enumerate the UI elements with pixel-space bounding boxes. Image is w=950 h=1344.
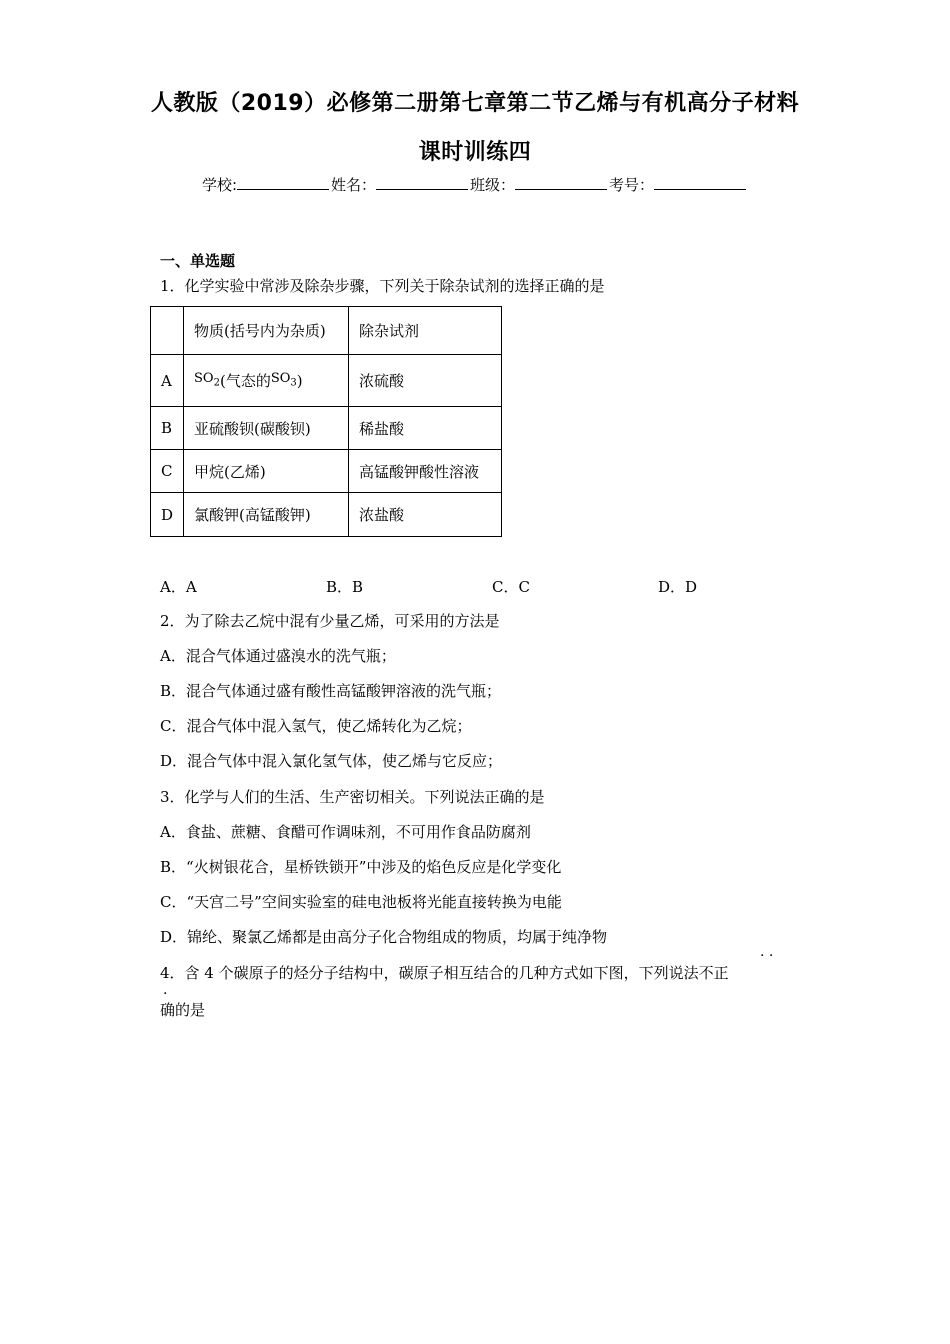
reagent-cell: 浓盐酸	[349, 493, 502, 537]
choice-c[interactable]: C．C	[492, 578, 530, 596]
q2-option-c[interactable]: C．混合气体中混入氢气，使乙烯转化为乙烷；	[160, 717, 472, 735]
substance-cell: 甲烷(乙烯)	[184, 450, 349, 493]
row-label: C	[151, 450, 184, 493]
substance-cell: 氯酸钾(高锰酸钾)	[184, 493, 349, 537]
substance-cell: 亚硫酸钡(碳酸钡)	[184, 407, 349, 450]
id-blank[interactable]	[654, 175, 746, 190]
row-label: D	[151, 493, 184, 537]
q2-option-b[interactable]: B．混合气体通过盛有酸性高锰酸钾溶液的洗气瓶；	[160, 682, 502, 700]
q4-stem-line1: 4．含 4 个碳原子的烃分子结构中，碳原子相互结合的几种方式如下图，下列说法不正	[160, 964, 729, 982]
table-row	[151, 450, 502, 493]
school-label: 学校:	[201, 176, 237, 194]
q3-option-d[interactable]: D．锦纶、聚氯乙烯都是由高分子化合物组成的物质，均属于纯净物	[160, 928, 608, 946]
formula-so3: SO	[270, 371, 291, 386]
row-label: A	[151, 355, 184, 407]
choice-d[interactable]: D．D	[658, 578, 698, 596]
reagent-cell: 稀盐酸	[349, 407, 502, 450]
q1-stem: 1．化学实验中常涉及除杂步骤，下列关于除杂试剂的选择正确的是	[160, 277, 605, 295]
section-title: 一、单选题	[160, 252, 236, 270]
q1-table	[150, 306, 502, 537]
table-header-cell: 除杂试剂	[349, 307, 502, 355]
q3-stem: 3．化学与人们的生活、生产密切相关。下列说法正确的是	[160, 788, 545, 806]
reagent-cell: 高锰酸钾酸性溶液	[349, 450, 502, 493]
emphasis-dots: . .	[760, 944, 774, 960]
q3-option-c[interactable]: C．“天宫二号”空间实验室的硅电池板将光能直接转换为电能	[160, 893, 562, 911]
table-header-cell: 物质(括号内为杂质)	[184, 307, 349, 355]
table-row	[151, 407, 502, 450]
substance-cell: $SO_2$(气态的$SO_3$)	[184, 355, 349, 407]
student-info-line	[0, 174, 950, 195]
page-subtitle: 课时训练四	[418, 140, 532, 165]
q3-option-a[interactable]: A．食盐、蔗糖、食醋可作调味剂，不可用作食品防腐剂	[160, 823, 531, 841]
page-title: 人教版（2019）必修第二册第七章第二节乙烯与有机高分子材料	[150, 91, 800, 116]
q2-option-d[interactable]: D．混合气体中混入氯化氢气体，使乙烯与它反应；	[160, 752, 503, 770]
reagent-cell: 浓硫酸	[349, 355, 502, 407]
name-label: 姓名：	[331, 176, 377, 194]
row-label: B	[151, 407, 184, 450]
q2-option-a[interactable]: A．混合气体通过盛溴水的洗气瓶；	[160, 647, 396, 665]
choice-a[interactable]: A．A	[160, 578, 197, 596]
q2-stem: 2．为了除去乙烷中混有少量乙烯，可采用的方法是	[160, 612, 500, 630]
name-blank[interactable]	[376, 175, 468, 190]
q3-option-b[interactable]: B．“火树银花合，星桥铁锁开”中涉及的焰色反应是化学变化	[160, 858, 562, 876]
school-blank[interactable]	[237, 175, 329, 190]
table-header-cell	[151, 307, 184, 355]
class-label: 班级：	[470, 176, 516, 194]
q4-stem-line2: 确的是	[160, 1001, 206, 1019]
emphasis-dot: .	[163, 982, 168, 998]
table-header-row	[151, 307, 502, 355]
choice-b[interactable]: B．B	[326, 578, 364, 596]
table-row	[151, 493, 502, 537]
table-row	[151, 355, 502, 407]
class-blank[interactable]	[515, 175, 607, 190]
formula-so2: SO	[194, 371, 214, 386]
id-label: 考号：	[609, 176, 655, 194]
